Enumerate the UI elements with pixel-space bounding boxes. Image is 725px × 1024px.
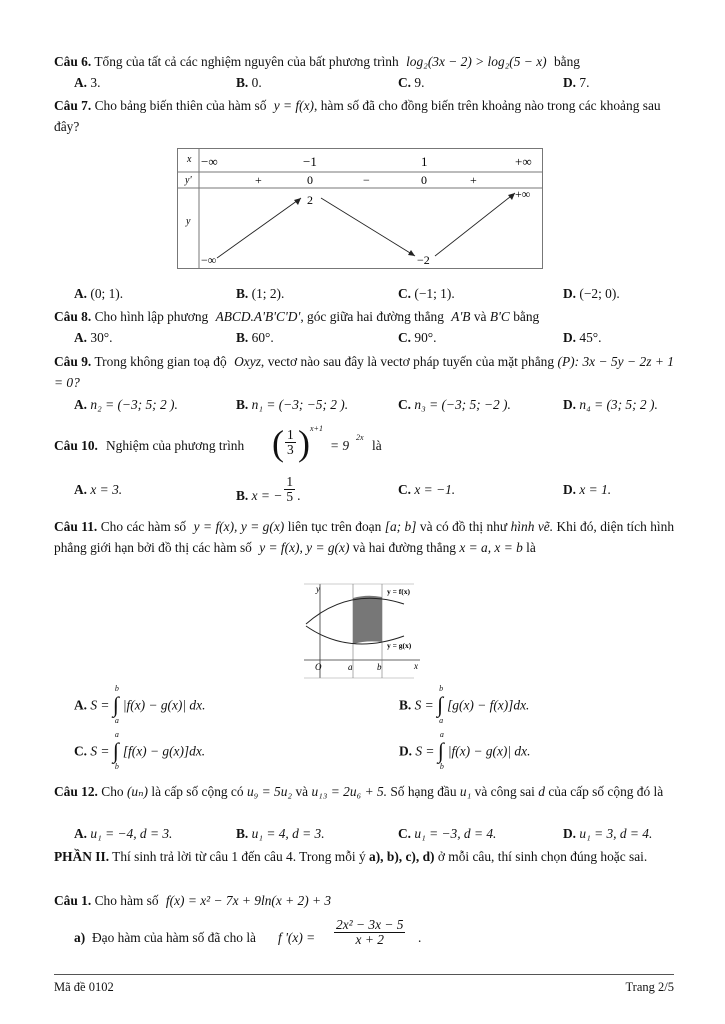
question-text-italic: hình vẽ.	[510, 519, 554, 534]
y-value: −∞	[201, 253, 217, 267]
question-6	[54, 54, 674, 71]
arrow-down	[321, 198, 415, 256]
question-text: Trong không gian toạ độ	[94, 354, 227, 369]
table-row-yprime: y'	[185, 175, 192, 186]
math-expression: = 9	[330, 438, 350, 453]
yprime-sign: 0	[307, 173, 313, 187]
yprime-sign: +	[470, 173, 477, 187]
math-expression: (uₙ)	[126, 784, 148, 799]
question-text: và	[473, 309, 487, 324]
option-a[interactable]: A. u₁ = −4, d = 3.	[74, 826, 173, 841]
page-number: Trang 2/5	[625, 980, 674, 994]
yprime-sign: −	[363, 173, 370, 187]
option-a[interactable]: A. (0; 1).	[74, 286, 124, 301]
part-items: a), b), c), d)	[369, 849, 435, 864]
axis-label-y: y	[316, 584, 320, 594]
shaded-region	[353, 596, 382, 644]
math-expression: u₁	[459, 784, 472, 799]
option-b[interactable]: B. u₁ = 4, d = 3.	[236, 826, 325, 841]
x-value: −∞	[201, 154, 218, 169]
item-label: a)	[74, 930, 86, 945]
function-graph	[304, 580, 424, 680]
question-text: , hàm số đã cho đồng biến trên khoảng nào trong các khoảng sau đây?	[54, 98, 661, 134]
question-text: Nghiệm của phương trình	[106, 438, 245, 453]
question-text: Cho bảng biến thiên của hàm số	[94, 98, 267, 113]
option-a[interactable]: A. x = 3.	[74, 482, 123, 497]
question-label: Câu 7.	[54, 98, 92, 113]
math-expression: B'C	[489, 309, 510, 324]
y-value: 2	[307, 193, 313, 207]
option-b[interactable]: B. 60°.	[236, 330, 274, 345]
math-expression: x = a, x = b	[459, 540, 523, 556]
question-text: bằng	[553, 54, 580, 69]
y-value: +∞	[515, 187, 531, 201]
label-f: y = f(x)	[387, 587, 411, 596]
option-a[interactable]: A. S = b ∫ a |f(x) − g(x)| dx.	[74, 684, 206, 725]
arrow-up	[217, 198, 301, 258]
options-q8	[74, 330, 674, 348]
question-label: Câu 8.	[54, 309, 92, 324]
punctuation: .	[418, 930, 422, 945]
question-12	[54, 782, 674, 802]
question-text: Tổng của tất cả các nghiệm nguyên của bất phương trình	[94, 54, 399, 69]
exam-code: Mã đề 0102	[54, 980, 114, 994]
question-label: Câu 10.	[54, 438, 98, 453]
math-expression: y = f(x), y = g(x)	[193, 519, 285, 534]
question-text: và hai đường thẳng	[352, 540, 456, 556]
option-c[interactable]: C. S = a ∫ b [f(x) − g(x)]dx.	[74, 730, 206, 771]
math-expression: u₉ = 5u₂	[246, 784, 293, 799]
arrow-up	[435, 193, 515, 256]
option-d[interactable]: D. n₄ = (3; 5; 2 ).	[563, 397, 658, 412]
part-text: Thí sinh trả lời từ câu 1 đến câu 4. Trong mỗi ý	[112, 849, 366, 864]
y-value: −2	[417, 253, 430, 267]
option-b[interactable]: B. (1; 2).	[236, 286, 285, 301]
part-2-header	[54, 849, 674, 866]
options-q10	[74, 470, 674, 510]
options-q9	[74, 397, 674, 415]
question-label: Câu 6.	[54, 54, 92, 69]
option-b[interactable]: B. n₁ = (−3; −5; 2 ).	[236, 397, 349, 412]
question-label: Câu 12.	[54, 784, 98, 799]
math-expression: Oxyz	[234, 354, 261, 369]
math-expression: f(x) = x² − 7x + 9ln(x + 2) + 3	[165, 893, 332, 908]
option-b[interactable]: B. S = b ∫ a [g(x) − f(x)]dx.	[399, 684, 530, 725]
question-10	[54, 424, 674, 466]
question-text: là cấp số cộng có	[151, 784, 244, 799]
question-11	[54, 516, 674, 559]
option-d[interactable]: D. u₁ = 3, d = 4.	[563, 826, 653, 841]
question-7	[54, 96, 674, 138]
option-c[interactable]: C. (−1; 1).	[398, 286, 455, 301]
question-text: và	[295, 784, 309, 799]
item-text: Đạo hàm của hàm số đã cho là	[92, 930, 256, 945]
question-label: Câu 11.	[54, 519, 98, 534]
question-text: bằng	[513, 309, 540, 324]
options-q12	[74, 826, 674, 844]
option-c[interactable]: C. 90°.	[398, 330, 437, 345]
question-label: Câu 1.	[54, 893, 92, 908]
option-a[interactable]: A. 30°.	[74, 330, 113, 345]
part-label: PHẦN II.	[54, 849, 110, 864]
math-expression: u₁₃ = 2u₆ + 5.	[311, 784, 387, 799]
footer-divider	[54, 974, 674, 975]
b-label: b	[377, 662, 382, 672]
axis-label-x: x	[414, 661, 418, 671]
option-c[interactable]: C. u₁ = −3, d = 4.	[398, 826, 497, 841]
table-row-y: y	[186, 216, 191, 227]
math-expression: (P): 3x − 5y − 2z + 1 = 0?	[54, 354, 674, 390]
question-text: Cho hàm số	[94, 893, 159, 908]
math-expression: A'B	[451, 309, 471, 324]
math-expression: y = f(x)	[273, 98, 315, 113]
question-text: và có đồ thị như	[419, 519, 508, 534]
question-text: , góc giữa hai đường thẳng	[300, 309, 444, 324]
yprime-sign: 0	[421, 173, 427, 187]
option-d[interactable]: D. (−2; 0).	[563, 286, 620, 301]
option-d[interactable]: D. S = a ∫ b |f(x) − g(x)| dx.	[399, 730, 531, 771]
options-q11-row2	[74, 730, 674, 771]
option-c[interactable]: C. 9.	[398, 75, 425, 90]
question-label: Câu 9.	[54, 354, 92, 369]
option-b[interactable]: B. 0.	[236, 75, 262, 90]
math-expression: log₂(3x − 2) > log₂(5 − x)	[406, 54, 547, 69]
math-expression: [a; b]	[384, 519, 417, 534]
question-text: là	[526, 540, 536, 556]
origin-label: O	[315, 662, 322, 672]
question-text: Cho các hàm số	[100, 519, 187, 534]
exponent: x+1	[310, 424, 323, 433]
option-a[interactable]: A. n₂ = (−3; 5; 2 ).	[74, 397, 178, 412]
question-text: Cho hình lập phương	[94, 309, 209, 324]
question-text: liên tục trên đoạn	[287, 519, 382, 534]
options-q6	[74, 75, 674, 93]
x-value: −1	[303, 154, 317, 169]
option-d[interactable]: D. x = 1.	[563, 482, 612, 497]
options-q11-row1	[74, 684, 674, 725]
part-text: ở mỗi câu, thí sinh chọn đúng hoặc sai.	[437, 849, 648, 864]
option-a[interactable]: A. 3.	[74, 75, 101, 90]
paren-right: )	[298, 423, 310, 463]
question-text: Số hạng đầu	[390, 784, 457, 799]
variation-table	[177, 148, 543, 269]
question-text: Cho	[101, 784, 124, 799]
option-c[interactable]: C. x = −1.	[398, 482, 456, 497]
question-9	[54, 352, 674, 394]
option-d[interactable]: D. 7.	[563, 75, 590, 90]
math-expression: y = f(x), y = g(x)	[259, 540, 350, 556]
part2-question-1	[54, 893, 674, 910]
question-text: là	[372, 438, 382, 453]
a-label: a	[348, 662, 353, 672]
yprime-sign: +	[255, 173, 262, 187]
math-expression: ABCD.A'B'C'D'	[215, 309, 301, 324]
paren-left: (	[272, 423, 284, 463]
question-8	[54, 309, 674, 326]
options-q7	[74, 286, 674, 304]
fraction: $\frac{1}{3}$	[287, 427, 294, 458]
option-d[interactable]: D. 45°.	[563, 330, 602, 345]
derivative-fraction: $\frac{\text{2x² − 3x − 5}}{x + 2}$	[336, 917, 404, 948]
question-text: Khi đó, diện tích hình phẳng giới hạn bởi đồ thị các hàm số	[54, 519, 675, 556]
label-g: y = g(x)	[387, 641, 412, 650]
math-expression: d	[538, 784, 545, 799]
x-value: 1	[421, 154, 428, 169]
question-text: , vectơ nào sau đây là vectơ pháp tuyến của mặt phẳng	[260, 354, 555, 369]
question-text: của cấp số cộng đó là	[548, 784, 664, 799]
item-a	[74, 918, 634, 958]
math-expression: f '(x) =	[278, 930, 316, 945]
option-b[interactable]: B. x = − $\frac{1}{5}$ .	[236, 474, 301, 505]
question-text: và công sai	[474, 784, 535, 799]
option-c[interactable]: C. n₃ = (−3; 5; −2 ).	[398, 397, 511, 412]
table-row-x: x	[187, 154, 192, 165]
exponent: 2x	[356, 433, 364, 442]
x-value: +∞	[515, 154, 532, 169]
